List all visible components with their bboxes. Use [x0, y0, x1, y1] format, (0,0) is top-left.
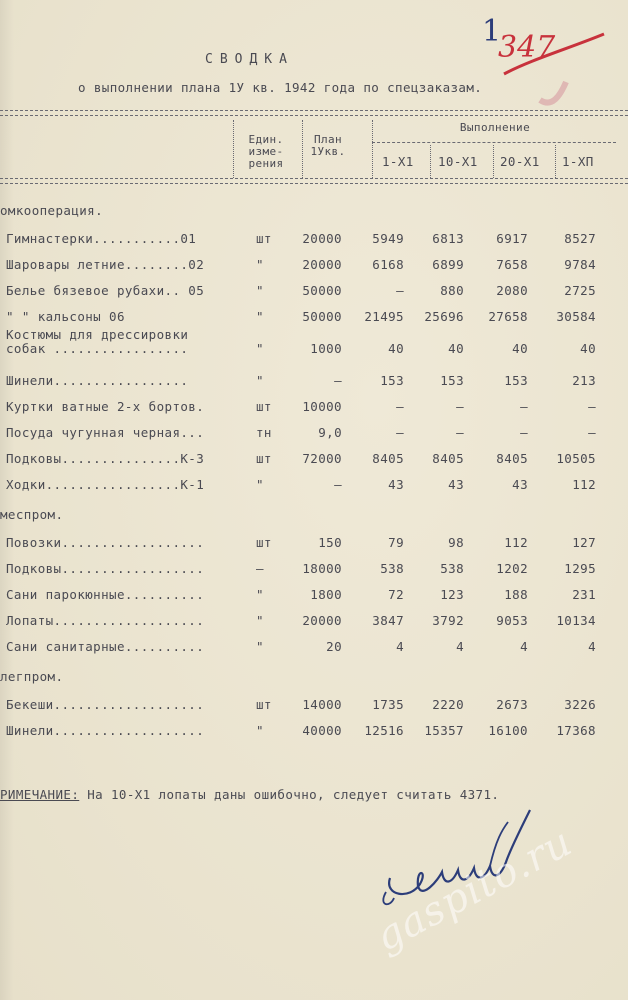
- row-value-4: 17368: [556, 723, 596, 738]
- row-item-name: Сани парокюнные..........: [6, 587, 205, 602]
- row-unit: шт: [256, 697, 272, 712]
- row-plan: 72000: [302, 451, 342, 466]
- document-subtitle: о выполнении плана 1У кв. 1942 года по спецзаказам.: [78, 80, 483, 95]
- row-plan: 20000: [302, 231, 342, 246]
- row-value-1: –: [396, 399, 404, 414]
- row-value-1: 5949: [372, 231, 404, 246]
- row-unit: ": [256, 477, 264, 492]
- row-item-name: Посуда чугунная черная...: [6, 425, 205, 440]
- row-plan: 18000: [302, 561, 342, 576]
- row-value-2: 4: [456, 639, 464, 654]
- row-item-name: Подковы...............К-3: [6, 451, 205, 466]
- row-unit: ": [256, 639, 264, 654]
- row-item-name: Ходки.................К-1: [6, 477, 205, 492]
- row-item-name: Сани санитарные..........: [6, 639, 205, 654]
- row-value-1: –: [396, 283, 404, 298]
- row-unit: ": [256, 587, 264, 602]
- col-sep: [555, 145, 556, 178]
- row-value-4: 1295: [564, 561, 596, 576]
- header-rule-bottom-2: [0, 183, 628, 184]
- row-unit: ": [256, 283, 264, 298]
- header-plan: План 1Укв.: [310, 133, 346, 158]
- document-title: СВОДКА: [205, 52, 294, 67]
- row-value-2: 2220: [432, 697, 464, 712]
- row-value-2: 6899: [432, 257, 464, 272]
- header-execution-rule: [372, 142, 616, 143]
- row-value-4: 30584: [556, 309, 596, 324]
- row-item-name-cont: собак .................: [6, 341, 189, 356]
- header-date-3: 20-Х1: [500, 154, 540, 169]
- row-item-name: Подковы..................: [6, 561, 205, 576]
- row-value-4: 112: [572, 477, 596, 492]
- row-unit: шт: [256, 535, 272, 550]
- col-sep: [372, 120, 373, 178]
- row-value-4: 2725: [564, 283, 596, 298]
- row-plan: 50000: [302, 309, 342, 324]
- row-value-3: –: [520, 425, 528, 440]
- row-value-3: 16100: [488, 723, 528, 738]
- row-unit: ": [256, 341, 264, 356]
- row-unit: ": [256, 257, 264, 272]
- row-value-1: 8405: [372, 451, 404, 466]
- row-value-4: 231: [572, 587, 596, 602]
- red-archive-mark: 347: [498, 30, 556, 65]
- row-unit: шт: [256, 451, 272, 466]
- row-value-1: 1735: [372, 697, 404, 712]
- row-item-name: Шаровары летние........02: [6, 257, 205, 272]
- watermark: gaspito.ru: [368, 818, 580, 961]
- note-label: РИМЕЧАНИЕ:: [0, 787, 80, 802]
- row-value-3: 40: [512, 341, 528, 356]
- row-value-2: 15357: [424, 723, 464, 738]
- row-value-2: 98: [448, 535, 464, 550]
- row-unit: ": [256, 309, 264, 324]
- row-value-1: –: [396, 425, 404, 440]
- row-unit: ": [256, 723, 264, 738]
- col-sep: [493, 145, 494, 178]
- col-sep: [430, 145, 431, 178]
- row-value-4: 213: [572, 373, 596, 388]
- row-plan: 9,0: [318, 425, 342, 440]
- row-value-4: 3226: [564, 697, 596, 712]
- row-unit: ": [256, 613, 264, 628]
- header-date-2: 10-Х1: [438, 154, 478, 169]
- row-value-3: 8405: [496, 451, 528, 466]
- row-item-name: Лопаты...................: [6, 613, 205, 628]
- row-value-1: 43: [388, 477, 404, 492]
- row-unit: шт: [256, 231, 272, 246]
- row-value-1: 6168: [372, 257, 404, 272]
- row-value-3: 7658: [496, 257, 528, 272]
- row-plan: 50000: [302, 283, 342, 298]
- row-value-3: 188: [504, 587, 528, 602]
- page-number: 1: [482, 14, 502, 49]
- row-value-2: 880: [440, 283, 464, 298]
- section-title: омкооперация.: [0, 203, 104, 218]
- row-value-1: 79: [388, 535, 404, 550]
- section-title: меспром.: [0, 507, 64, 522]
- row-item-name: Шинели.................: [6, 373, 189, 388]
- row-value-4: 10134: [556, 613, 596, 628]
- row-item-name: Гимнастерки...........01: [6, 231, 197, 246]
- row-value-4: 127: [572, 535, 596, 550]
- row-value-1: 72: [388, 587, 404, 602]
- row-value-3: –: [520, 399, 528, 414]
- row-value-2: 3792: [432, 613, 464, 628]
- row-unit: шт: [256, 399, 272, 414]
- row-item-name: " " кальсоны 06: [6, 309, 125, 324]
- row-item-name: Повозки..................: [6, 535, 205, 550]
- row-plan: 20000: [302, 613, 342, 628]
- row-value-2: 123: [440, 587, 464, 602]
- row-plan: –: [334, 477, 342, 492]
- row-plan: 14000: [302, 697, 342, 712]
- row-value-1: 153: [380, 373, 404, 388]
- row-value-2: 6813: [432, 231, 464, 246]
- note-text: На 10-Х1 лопаты даны ошибочно, следует считать 4371.: [87, 787, 500, 802]
- row-value-2: 43: [448, 477, 464, 492]
- row-value-3: 2080: [496, 283, 528, 298]
- row-value-2: 8405: [432, 451, 464, 466]
- row-unit: ": [256, 373, 264, 388]
- row-value-2: 538: [440, 561, 464, 576]
- row-item-name: Костюмы для дрессировки: [6, 327, 189, 342]
- row-value-4: 9784: [564, 257, 596, 272]
- row-value-1: 538: [380, 561, 404, 576]
- row-item-name: Бекеши...................: [6, 697, 205, 712]
- header-rule-bottom: [0, 178, 628, 179]
- row-value-2: –: [456, 425, 464, 440]
- header-rule-top-2: [0, 115, 628, 116]
- col-sep: [302, 120, 303, 178]
- row-unit: –: [256, 561, 264, 576]
- row-value-3: 6917: [496, 231, 528, 246]
- col-sep: [233, 120, 234, 178]
- row-value-3: 2673: [496, 697, 528, 712]
- row-value-4: 8527: [564, 231, 596, 246]
- row-value-2: 25696: [424, 309, 464, 324]
- row-plan: –: [334, 373, 342, 388]
- row-item-name: Шинели...................: [6, 723, 205, 738]
- row-plan: 20000: [302, 257, 342, 272]
- row-unit: тн: [256, 425, 272, 440]
- row-plan: 150: [318, 535, 342, 550]
- row-item-name: Куртки ватные 2-х бортов.: [6, 399, 205, 414]
- row-value-1: 21495: [364, 309, 404, 324]
- row-value-3: 43: [512, 477, 528, 492]
- row-value-1: 40: [388, 341, 404, 356]
- row-plan: 20: [326, 639, 342, 654]
- header-date-4: 1-ХП: [562, 154, 594, 169]
- row-value-4: –: [588, 399, 596, 414]
- row-value-4: 4: [588, 639, 596, 654]
- row-value-3: 153: [504, 373, 528, 388]
- row-value-2: –: [456, 399, 464, 414]
- row-value-3: 1202: [496, 561, 528, 576]
- row-value-3: 112: [504, 535, 528, 550]
- row-value-4: 10505: [556, 451, 596, 466]
- header-unit: Един. изме- рения: [248, 133, 284, 170]
- row-value-3: 4: [520, 639, 528, 654]
- row-value-1: 4: [396, 639, 404, 654]
- section-title: легпром.: [0, 669, 64, 684]
- header-date-1: 1-Х1: [382, 154, 414, 169]
- row-value-2: 153: [440, 373, 464, 388]
- row-value-1: 12516: [364, 723, 404, 738]
- row-value-3: 27658: [488, 309, 528, 324]
- row-value-3: 9053: [496, 613, 528, 628]
- row-value-4: 40: [580, 341, 596, 356]
- row-item-name: Белье бязевое рубахи.. 05: [6, 283, 205, 298]
- row-value-2: 40: [448, 341, 464, 356]
- red-pencil-strike-icon: [500, 30, 610, 110]
- row-plan: 40000: [302, 723, 342, 738]
- row-plan: 10000: [302, 399, 342, 414]
- header-rule-top: [0, 110, 628, 111]
- row-value-4: –: [588, 425, 596, 440]
- row-plan: 1800: [310, 587, 342, 602]
- row-value-1: 3847: [372, 613, 404, 628]
- header-execution: Выполнение: [459, 121, 531, 134]
- row-plan: 1000: [310, 341, 342, 356]
